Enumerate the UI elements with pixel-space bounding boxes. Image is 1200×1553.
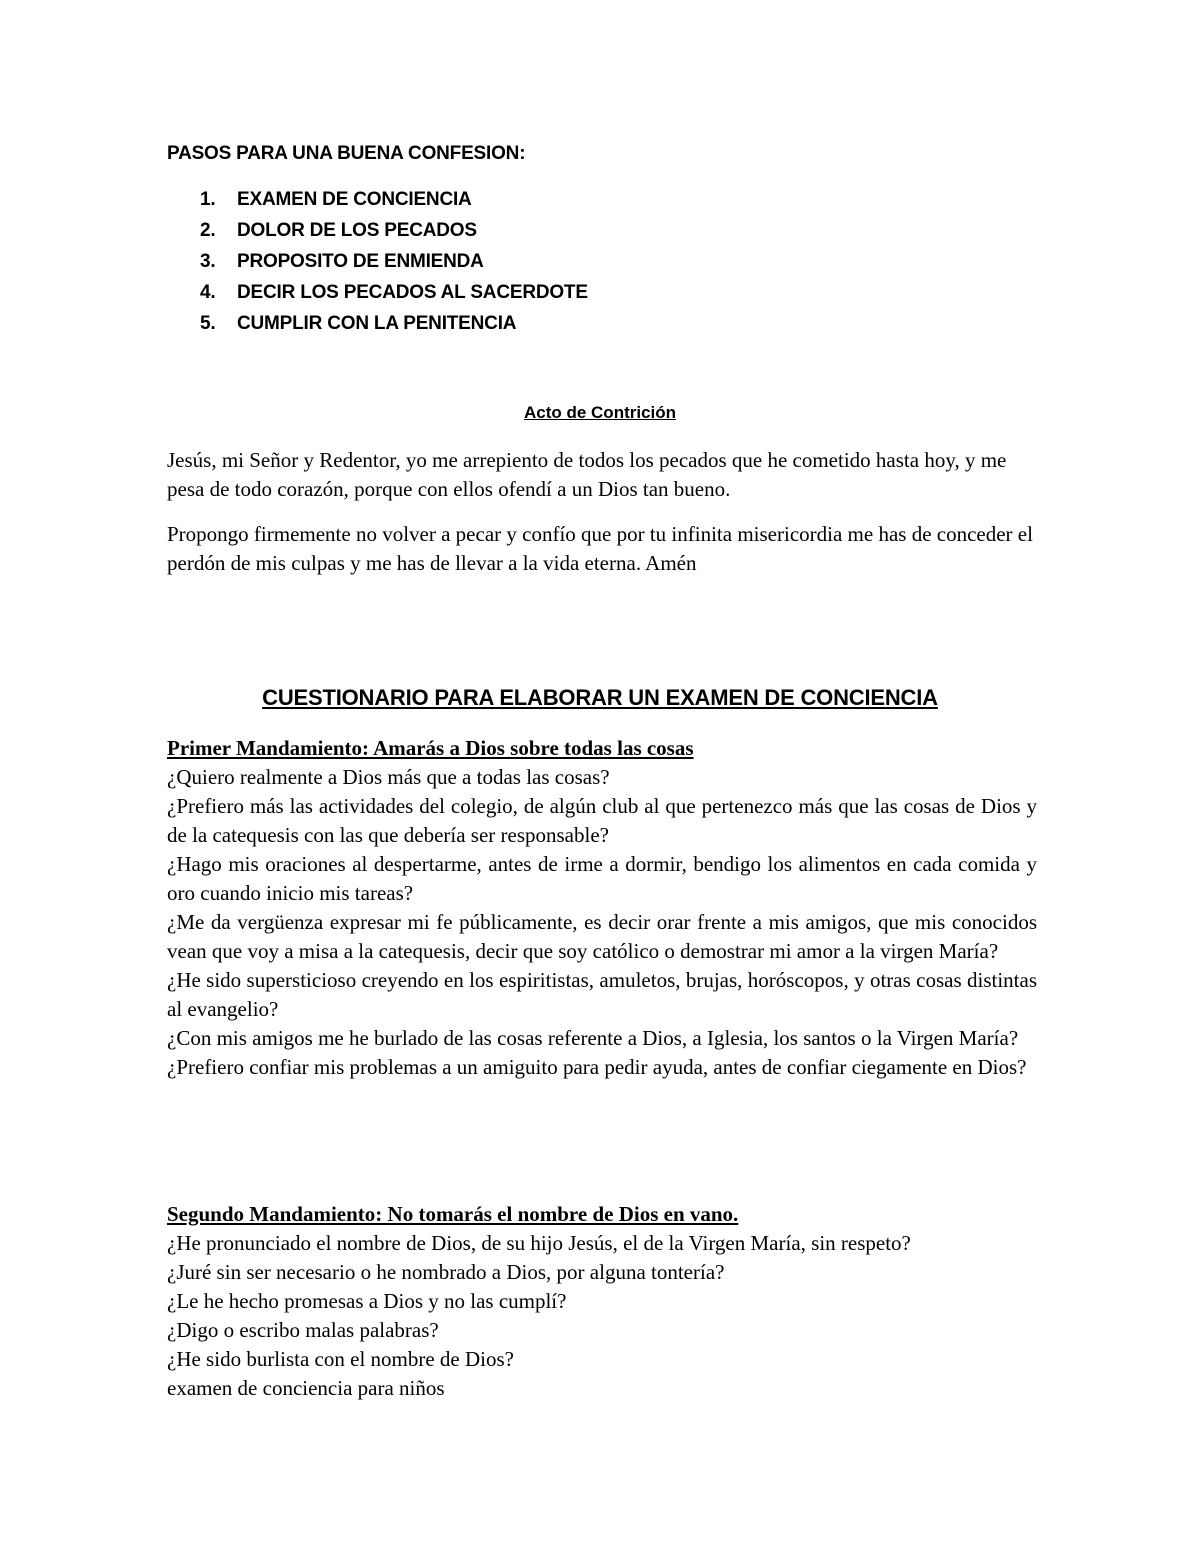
step-text: DOLOR DE LOS PECADOS	[237, 220, 477, 241]
question: ¿Juré sin ser necesario o he nombrado a Dios, por alguna tontería?	[167, 1260, 725, 1284]
step-text: EXAMEN DE CONCIENCIA	[237, 189, 472, 210]
steps-title: PASOS PARA UNA BUENA CONFESION:	[167, 143, 526, 164]
question: ¿Con mis amigos me he burlado de las cosas referente a Dios, a Iglesia, los santos o la Virgen María?	[167, 1026, 1019, 1050]
step-item	[200, 249, 588, 280]
commandment-section-2	[167, 1200, 1037, 1374]
footer-text: examen de conciencia para niños	[167, 1376, 445, 1400]
step-number: 1.	[200, 189, 216, 210]
question: ¿Prefiero confiar mis problemas a un amiguito para pedir ayuda, antes de confiar ciegamente en Dios?	[167, 1055, 1027, 1079]
step-number: 5.	[200, 313, 216, 334]
commandment-section-1	[167, 734, 1037, 1082]
step-text: PROPOSITO DE ENMIENDA	[237, 251, 484, 272]
steps-list	[200, 187, 588, 342]
step-item	[200, 280, 588, 311]
question: ¿Le he hecho promesas a Dios y no las cumplí?	[167, 1289, 567, 1313]
question: ¿Quiero realmente a Dios más que a todas las cosas?	[167, 765, 610, 789]
contrition-title: Acto de Contrición	[523, 403, 677, 422]
questionnaire-title: CUESTIONARIO PARA ELABORAR UN EXAMEN DE CONCIENCIA	[262, 685, 938, 710]
contrition-paragraph: Propongo firmemente no volver a pecar y confío que por tu infinita misericordia me has de conceder el perdón de mis culpas y me has de llevar a la vida eterna. Amén	[167, 522, 1033, 575]
question: ¿Hago mis oraciones al despertarme, antes de irme a dormir, bendigo los alimentos en cada comida y oro cuando inicio mis tareas?	[167, 852, 1037, 905]
question: ¿He sido supersticioso creyendo en los espiritistas, amuletos, brujas, horóscopos, y otras cosas distintas al evangelio?	[167, 968, 1037, 1021]
section-title: Segundo Mandamiento: No tomarás el nombre de Dios en vano.	[167, 1202, 739, 1226]
step-number: 2.	[200, 220, 216, 241]
question: ¿Me da vergüenza expresar mi fe públicamente, es decir orar frente a mis amigos, que mis conocidos vean que voy a misa a la catequesis, decir que soy católico o demostrar mi amor a la virgen María?	[167, 910, 1037, 963]
step-item	[200, 187, 588, 218]
step-text: CUMPLIR CON LA PENITENCIA	[237, 313, 517, 334]
question: ¿Digo o escribo malas palabras?	[167, 1318, 439, 1342]
contrition-paragraph: Jesús, mi Señor y Redentor, yo me arrepiento de todos los pecados que he cometido hasta hoy, y me pesa de todo corazón, porque con ellos ofendí a un Dios tan bueno.	[167, 448, 1007, 501]
question: ¿He sido burlista con el nombre de Dios?	[167, 1347, 514, 1371]
section-title: Primer Mandamiento: Amarás a Dios sobre todas las cosas	[167, 736, 694, 760]
question: ¿He pronunciado el nombre de Dios, de su hijo Jesús, el de la Virgen María, sin respeto?	[167, 1231, 911, 1255]
step-number: 4.	[200, 282, 216, 303]
step-number: 3.	[200, 251, 216, 272]
step-text: DECIR LOS PECADOS AL SACERDOTE	[237, 282, 588, 303]
step-item	[200, 218, 588, 249]
step-item	[200, 311, 588, 342]
question: ¿Prefiero más las actividades del colegio, de algún club al que pertenezco más que las cosas de Dios y de la catequesis con las que debería ser responsable?	[167, 794, 1037, 847]
